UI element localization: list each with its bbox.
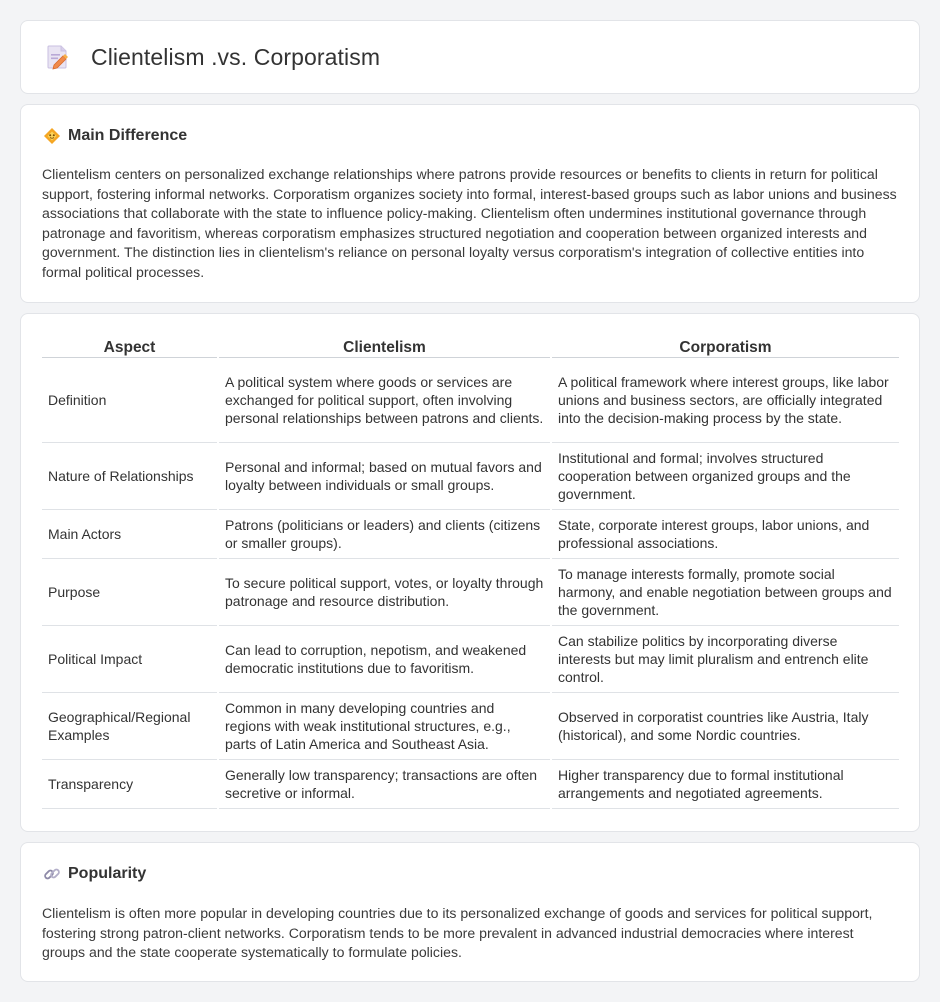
- table-cell-aspect: Transparency: [42, 759, 218, 808]
- table-row: [42, 759, 899, 808]
- table-cell-clientelism: Generally low transparency; transactions are often secretive or informal.: [218, 759, 551, 808]
- table-cell-corporatism: A political framework where interest groups, like labor unions and business sectors, are officially integrated into the decision-making process by the state.: [551, 357, 899, 442]
- popularity-card: [20, 842, 920, 982]
- table-cell-clientelism: Common in many developing countries and regions with weak institutional structures, e.g., parts of Latin America and Southeast Asia.: [218, 692, 551, 759]
- table-cell-aspect: Main Actors: [42, 509, 218, 558]
- diamond-icon: [43, 127, 61, 145]
- table-cell-aspect: Political Impact: [42, 625, 218, 692]
- table-row: [42, 509, 899, 558]
- table-row: [42, 625, 899, 692]
- comparison-table: [42, 336, 899, 809]
- table-cell-aspect: Definition: [42, 357, 218, 442]
- comparison-card: [20, 313, 920, 832]
- table-row: [42, 692, 899, 759]
- table-cell-corporatism: State, corporate interest groups, labor unions, and professional associations.: [551, 509, 899, 558]
- table-cell-corporatism: Higher transparency due to formal institutional arrangements and negotiated agreements.: [551, 759, 899, 808]
- table-cell-clientelism: Personal and informal; based on mutual favors and loyalty between individuals or small groups.: [218, 442, 551, 509]
- table-row: [42, 442, 899, 509]
- document-pencil-icon: [45, 43, 71, 71]
- header-aspect: Aspect: [42, 336, 218, 357]
- title-card: [20, 20, 920, 94]
- main-difference-card: [20, 104, 920, 303]
- table-row: [42, 558, 899, 625]
- table-cell-clientelism: Can lead to corruption, nepotism, and weakened democratic institutions due to favoritism.: [218, 625, 551, 692]
- table-row: [42, 357, 899, 442]
- main-difference-text: Clientelism centers on personalized exchange relationships where patrons provide resources or benefits to clients in return for political support, fostering informal networks. Corporatism organizes society into formal, interest-based groups such as labor unions and business associations that collaborate with the state to influence policy-making. Clientelism often undermines institutional governance through patronage and favoritism, whereas corporatism emphasizes structured negotiation and cooperation between organized interests and government. The distinction lies in clientelism's reliance on personal loyalty versus corporatism's integration of collective entities into formal political processes.: [42, 166, 897, 280]
- table-cell-clientelism: A political system where goods or services are exchanged for political support, often involving personal relationships between patrons and clients.: [218, 357, 551, 442]
- table-cell-corporatism: To manage interests formally, promote social harmony, and enable negotiation between groups and the government.: [551, 558, 899, 625]
- table-cell-clientelism: Patrons (politicians or leaders) and clients (citizens or smaller groups).: [218, 509, 551, 558]
- main-difference-header: [43, 127, 187, 145]
- table-cell-corporatism: Observed in corporatist countries like Austria, Italy (historical), and some Nordic countries.: [551, 692, 899, 759]
- main-difference-heading: Main Difference: [68, 127, 188, 144]
- header-clientelism: Clientelism: [218, 336, 551, 357]
- table-header-row: [42, 336, 899, 357]
- popularity-text: Clientelism is often more popular in developing countries due to its personalized exchange of goods and services for political support, fostering strong patron-client networks. Corporatism tends to be more prevalent in advanced industrial democracies where interest groups and the state cooperate systematically to formulate policies.: [42, 905, 873, 960]
- popularity-heading: Popularity: [68, 865, 147, 882]
- table-cell-clientelism: To secure political support, votes, or loyalty through patronage and resource distribution.: [218, 558, 551, 625]
- table-cell-aspect: Purpose: [42, 558, 218, 625]
- title-row: [45, 43, 380, 71]
- link-icon: [43, 865, 61, 883]
- popularity-header: [43, 865, 146, 883]
- page-title: Clientelism .vs. Corporatism: [91, 43, 381, 70]
- table-cell-aspect: Geographical/Regional Examples: [42, 692, 218, 759]
- table-cell-corporatism: Can stabilize politics by incorporating diverse interests but may limit pluralism and entrench elite control.: [551, 625, 899, 692]
- table-cell-aspect: Nature of Relationships: [42, 442, 218, 509]
- table-cell-corporatism: Institutional and formal; involves structured cooperation between organized groups and the government.: [551, 442, 899, 509]
- header-corporatism: Corporatism: [551, 336, 899, 357]
